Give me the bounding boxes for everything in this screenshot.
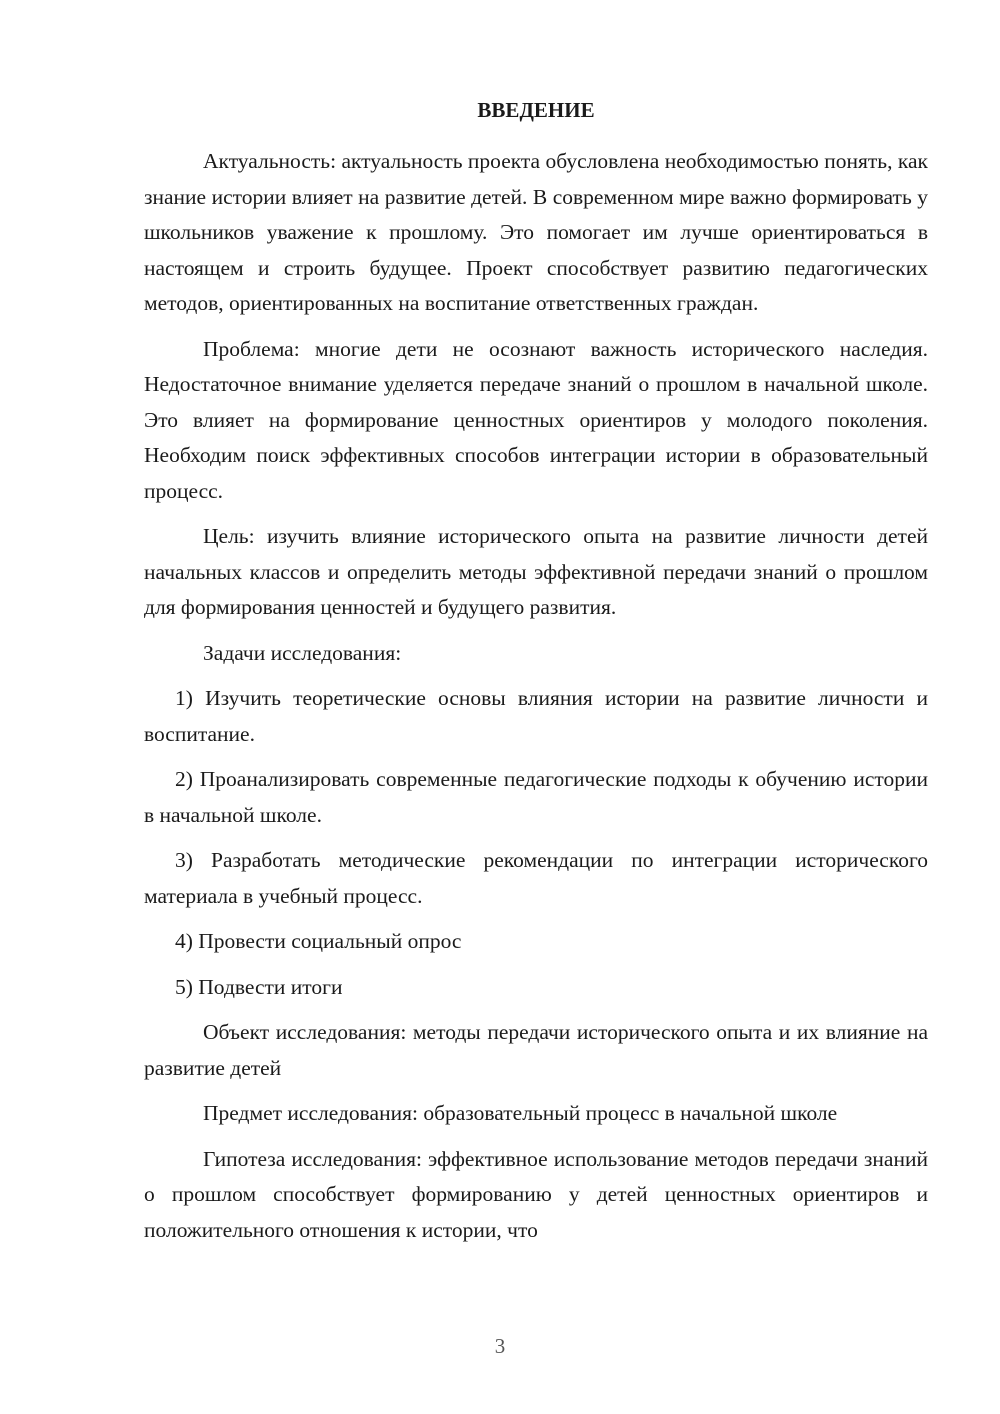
- page-number: 3: [494, 1334, 506, 1358]
- document-page: [144, 92, 928, 1258]
- task-item-5: 5) Подвести итоги: [175, 974, 343, 999]
- tasks-heading: Задачи исследования:: [203, 640, 402, 665]
- object-paragraph: Объект исследования: методы передачи исторического опыта и их влияние на развитие детей: [144, 1020, 928, 1080]
- subject-paragraph: Предмет исследования: образовательный процесс в начальной школе: [203, 1101, 838, 1125]
- task-item-3: 3) Разработать методические рекомендации по интеграции исторического материала в учебный процесс.: [144, 848, 928, 908]
- task-item-1: 1) Изучить теоретические основы влияния истории на развитие личности и воспитание.: [144, 686, 928, 746]
- task-item-4: 4) Провести социальный опрос: [175, 929, 462, 953]
- goal-paragraph: Цель: изучить влияние исторического опыта на развитие личности детей начальных классов и определить методы эффективной передачи знаний о прошлом для формирования ценностей и будущего развития.: [144, 524, 928, 619]
- relevance-paragraph: Актуальность: актуальность проекта обусловлена необходимостью понять, как знание истории влияет на развитие детей. В современном мире важно формировать у школьников уважение к прошлому. Это помогает им лучше ориентироваться в настоящем и строить будущее. Проект способствует развитию педагогических методов, ориентированных на воспитание ответственных граждан.: [144, 149, 928, 315]
- document-heading: ВВЕДЕНИЕ: [477, 98, 595, 122]
- task-item-2: 2) Проанализировать современные педагогические подходы к обучению истории в начальной школе.: [144, 767, 928, 827]
- hypothesis-paragraph: Гипотеза исследования: эффективное использование методов передачи знаний о прошлом способствует формированию у детей ценностных ориентиров и положительного отношения к истории, что: [144, 1146, 928, 1242]
- problem-paragraph: Проблема: многие дети не осознают важность исторического наследия. Недостаточное внимание уделяется передаче знаний о прошлом в начальной школе. Это влияет на формирование ценностных ориентиров у молодого поколения. Необходим поиск эффективных способов интеграции истории в образовательный процесс.: [144, 336, 928, 503]
